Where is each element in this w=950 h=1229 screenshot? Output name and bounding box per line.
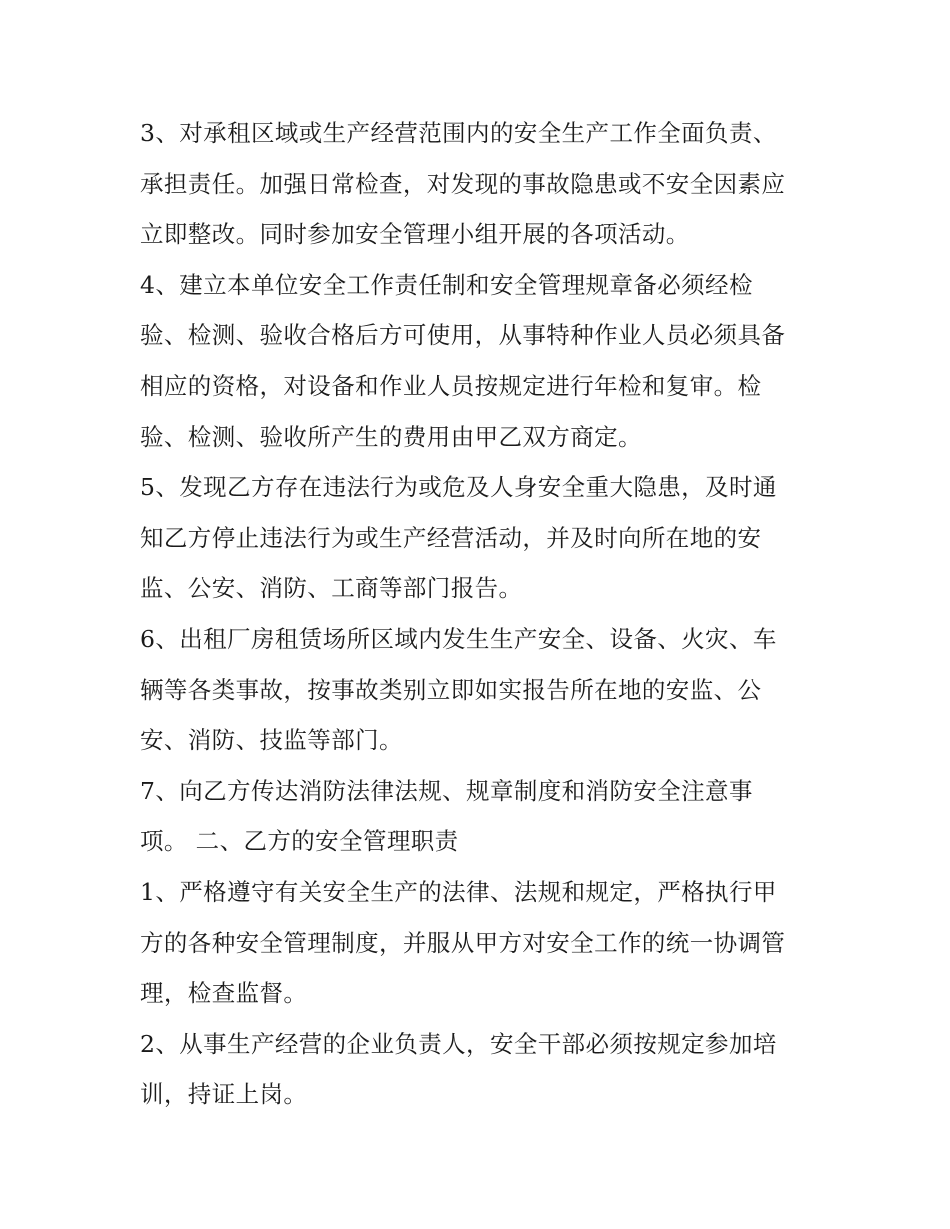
text-line-3: 立即整改。同时参加安全管理小组开展的各项活动。 <box>140 220 690 249</box>
text-line-13: 安、消防、技监等部门。 <box>140 726 403 755</box>
text-line-4: 4、建立本单位安全工作责任制和安全管理规章备必须经检 <box>140 270 753 299</box>
text-line-5: 验、检测、验收合格后方可使用，从事特种作业人员必须具备 <box>140 321 786 350</box>
text-line-1: 3、对承租区域或生产经营范围内的安全生产工作全面负责、 <box>140 119 777 147</box>
text-line-20: 训，持证上岗。 <box>140 1080 308 1109</box>
text-line-7: 验、检测、验收所产生的费用由甲乙双方商定。 <box>140 422 642 451</box>
text-line-14: 7、向乙方传达消防法律法规、规章制度和消防安全注意事 <box>140 776 753 805</box>
text-line-8: 5、发现乙方存在违法行为或危及人身安全重大隐患，及时通 <box>140 473 777 502</box>
text-line-12: 辆等各类事故，按事故类别立即如实报告所在地的安监、公 <box>140 675 762 704</box>
text-line-16: 1、严格遵守有关安全生产的法律、法规和规定，严格执行甲 <box>140 877 777 906</box>
text-line-2: 承担责任。加强日常检查，对发现的事故隐患或不安全因素应 <box>140 169 786 198</box>
document-body <box>140 108 820 1120</box>
text-line-18: 理，检查监督。 <box>140 979 308 1008</box>
text-line-10: 监、公安、消防、工商等部门报告。 <box>140 574 523 603</box>
text-line-19: 2、从事生产经营的企业负责人，安全干部必须按规定参加培 <box>140 1029 777 1058</box>
text-line-15: 项。 二、乙方的安全管理职责 <box>140 827 459 856</box>
text-line-6: 相应的资格，对设备和作业人员按规定进行年检和复审。检 <box>140 371 762 400</box>
text-line-9: 知乙方停止违法行为或生产经营活动，并及时向所在地的安 <box>140 523 762 552</box>
text-line-17: 方的各种安全管理制度，并服从甲方对安全工作的统一协调管 <box>140 928 786 957</box>
text-line-11: 6、出租厂房租赁场所区域内发生生产安全、设备、火灾、车 <box>140 624 777 653</box>
